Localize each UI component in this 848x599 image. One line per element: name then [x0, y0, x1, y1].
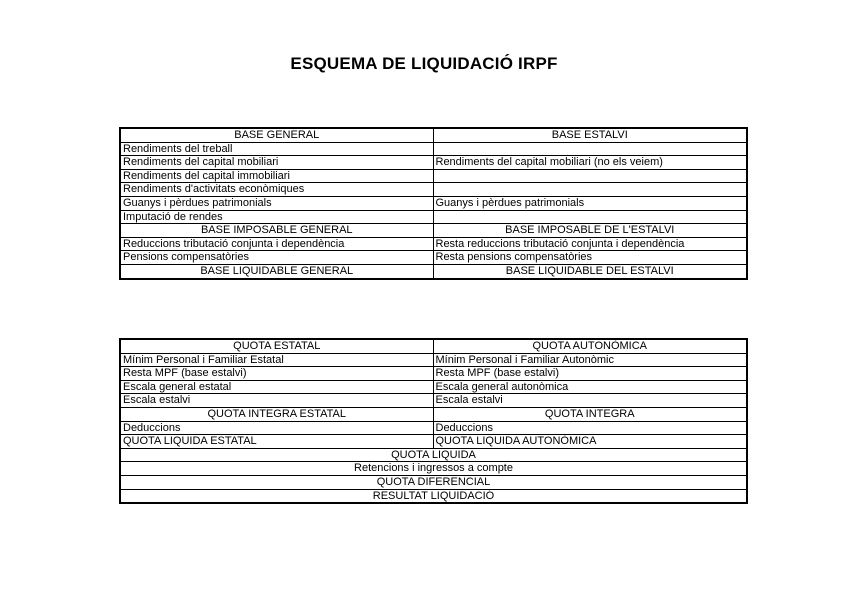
cell: Rendiments del capital mobiliari (no els veiem) [433, 156, 747, 170]
cell: Rendiments del capital immobiliari [120, 169, 433, 183]
cell: Escala estalvi [120, 394, 433, 408]
quotes-table [119, 338, 748, 504]
table-row [120, 224, 747, 238]
table-row [120, 353, 747, 367]
cell: Resta MPF (base estalvi) [433, 367, 747, 381]
bases-table [119, 127, 748, 280]
quota-integra-estatal: QUOTA INTEGRA ESTATAL [120, 407, 433, 421]
table-row [120, 251, 747, 265]
table-row [120, 475, 747, 489]
quota-diferencial: QUOTA DIFERENCIAL [120, 475, 747, 489]
base-imposable-estalvi: BASE IMPOSABLE DE L'ESTALVI [433, 224, 747, 238]
quota-liquida-estatal: QUOTA LIQUIDA ESTATAL [120, 435, 433, 449]
table-row [120, 380, 747, 394]
resultat-liquidacio: RESULTAT LIQUIDACIÓ [120, 489, 747, 503]
cell: Escala general estatal [120, 380, 433, 394]
table-row [120, 196, 747, 210]
table-row [120, 367, 747, 381]
cell: Rendiments del capital mobiliari [120, 156, 433, 170]
cell: Reduccions tributació conjunta i dependència [120, 237, 433, 251]
table-row [120, 339, 747, 353]
quota-liquida-autonomica: QUOTA LIQUIDA AUTONÒMICA [433, 435, 747, 449]
header-quota-estatal: QUOTA ESTATAL [120, 339, 433, 353]
quota-integra: QUOTA INTEGRA [433, 407, 747, 421]
cell: Resta reduccions tributació conjunta i dependència [433, 237, 747, 251]
table-row [120, 237, 747, 251]
cell: Imputació de rendes [120, 210, 433, 224]
header-base-estalvi: BASE ESTALVI [433, 128, 747, 142]
table-row [120, 264, 747, 278]
table-row [120, 448, 747, 462]
cell: Mínim Personal i Familiar Estatal [120, 353, 433, 367]
table-row [120, 407, 747, 421]
table-row [120, 183, 747, 197]
cell: Resta MPF (base estalvi) [120, 367, 433, 381]
table-row [120, 156, 747, 170]
table-row [120, 462, 747, 476]
table-row [120, 489, 747, 503]
cell: Guanys i pèrdues patrimonials [433, 196, 747, 210]
table-row [120, 421, 747, 435]
cell: Escala estalvi [433, 394, 747, 408]
table-row [120, 128, 747, 142]
base-imposable-general: BASE IMPOSABLE GENERAL [120, 224, 433, 238]
cell [433, 183, 747, 197]
retencions-row: Retencions i ingressos a compte [120, 462, 747, 476]
cell: Deduccions [120, 421, 433, 435]
cell: Mínim Personal i Familiar Autonòmic [433, 353, 747, 367]
cell [433, 210, 747, 224]
base-liquidable-general: BASE LIQUIDABLE GENERAL [120, 264, 433, 278]
header-base-general: BASE GENERAL [120, 128, 433, 142]
cell: Rendiments d'activitats econòmiques [120, 183, 433, 197]
cell: Pensions compensatòries [120, 251, 433, 265]
page-title: ESQUEMA DE LIQUIDACIÓ IRPF [290, 54, 558, 73]
table-row [120, 435, 747, 449]
table-row [120, 394, 747, 408]
base-liquidable-estalvi: BASE LIQUIDABLE DEL ESTALVI [433, 264, 747, 278]
cell: Escala general autonòmica [433, 380, 747, 394]
cell [433, 142, 747, 156]
table-row [120, 142, 747, 156]
cell [433, 169, 747, 183]
table-row [120, 210, 747, 224]
cell: Deduccions [433, 421, 747, 435]
cell: Rendiments del treball [120, 142, 433, 156]
cell: Guanys i pèrdues patrimonials [120, 196, 433, 210]
cell: Resta pensions compensatòries [433, 251, 747, 265]
quota-liquida-total: QUOTA LIQUIDA [120, 448, 747, 462]
header-quota-autonomica: QUOTA AUTONÒMICA [433, 339, 747, 353]
table-row [120, 169, 747, 183]
